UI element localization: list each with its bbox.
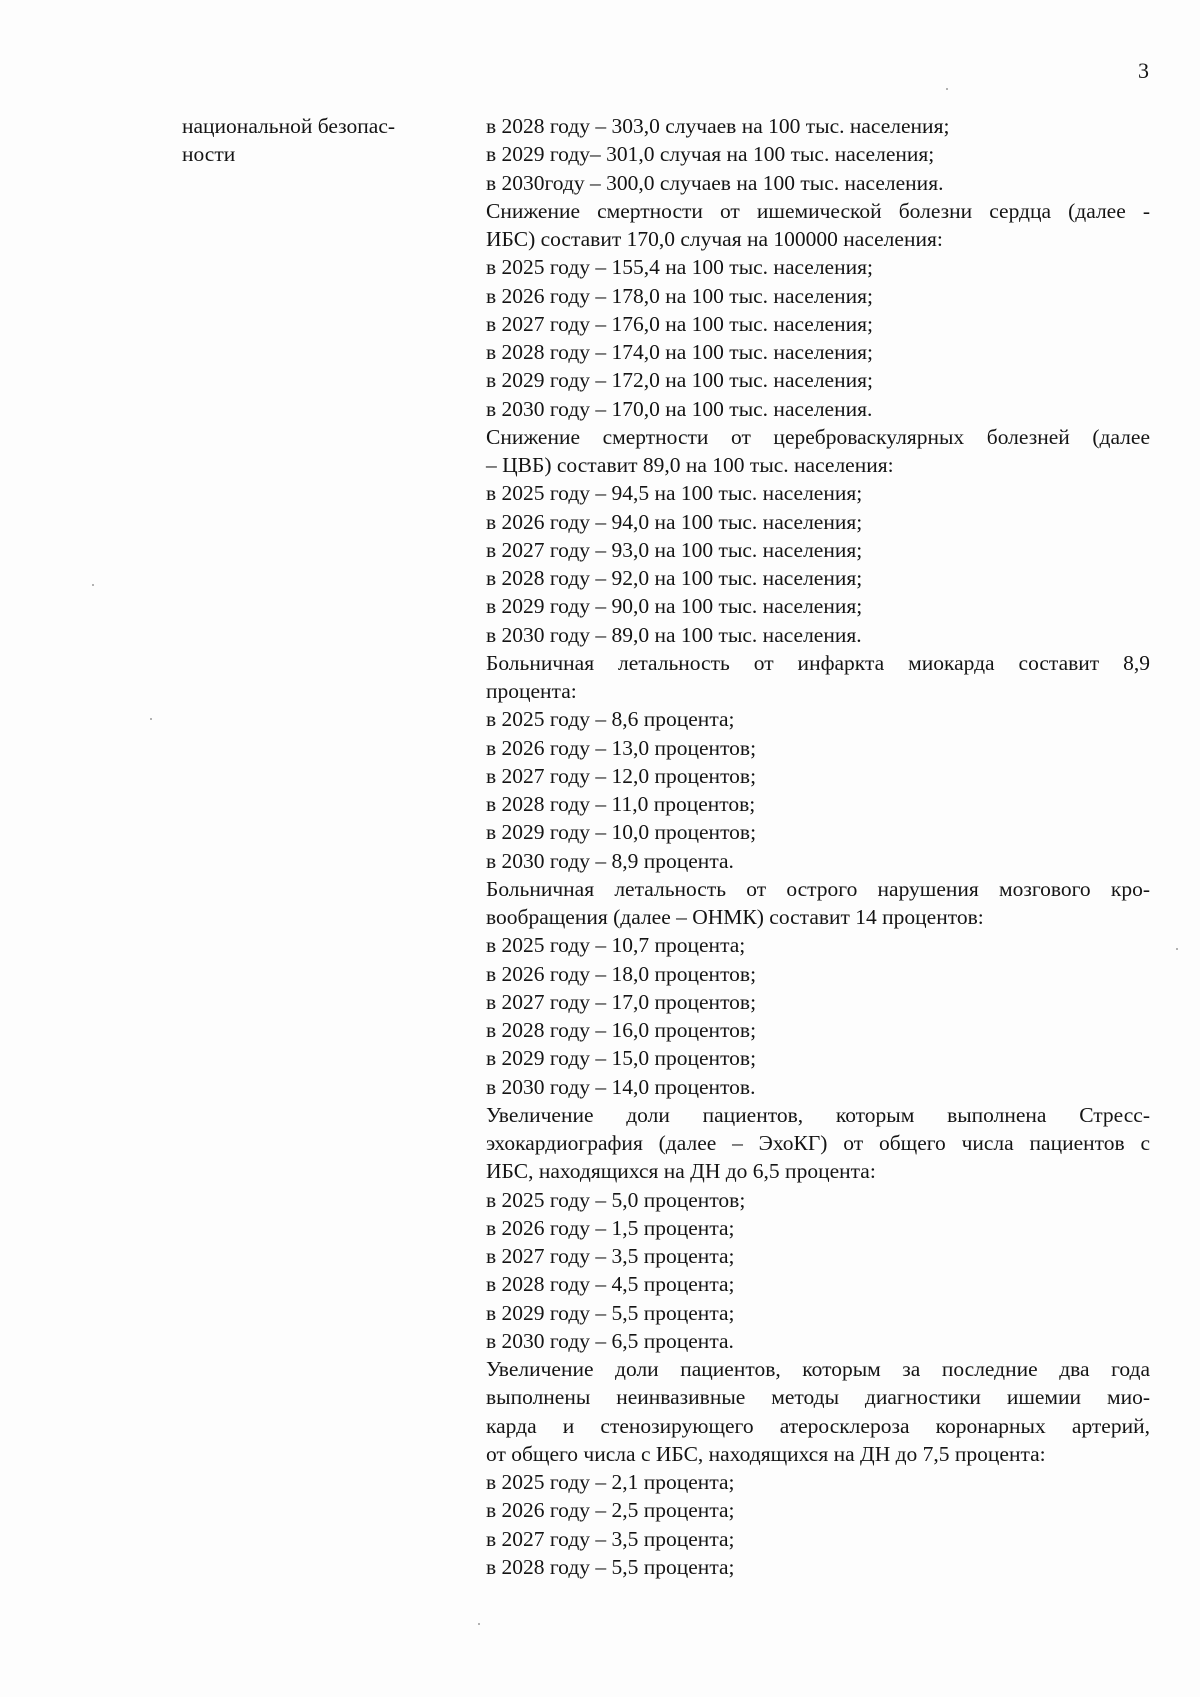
- text-line: в 2030 году – 170,0 на 100 тыс. населения.: [486, 396, 873, 421]
- text-line: в 2029 году – 15,0 процентов;: [486, 1046, 757, 1071]
- text-line: в 2028 году – 174,0 на 100 тыс. населения;: [486, 340, 873, 364]
- text-line: в 2029 году – 5,5 процента;: [486, 1300, 735, 1325]
- text-line: Снижение смертности от ишемической болезни сердца (далее -: [486, 198, 1150, 223]
- text-line: в 2028 году – 11,0 процентов;: [486, 792, 756, 816]
- text-line: – ЦВБ) составит 89,0 на 100 тыс. населения:: [486, 453, 894, 477]
- text-line: в 2027 году – 176,0 на 100 тыс. населения;: [486, 311, 873, 336]
- scan-speck: [150, 718, 152, 720]
- text-line: в 2026 году – 178,0 на 100 тыс. населения;: [486, 283, 873, 308]
- right-column-text: [486, 112, 1150, 1581]
- text-line: ИБС) составит 170,0 случая на 100000 населения:: [486, 227, 943, 251]
- text-line: в 2026 году – 13,0 процентов;: [486, 735, 757, 760]
- text-line: в 2025 году – 5,0 процентов;: [486, 1187, 746, 1212]
- text-line: в 2025 году – 2,1 процента;: [486, 1470, 735, 1494]
- text-line: в 2027 году – 3,5 процента;: [486, 1526, 735, 1551]
- scan-speck: [946, 88, 948, 90]
- text-line: в 2025 году – 155,4 на 100 тыс. населения;: [486, 255, 873, 280]
- text-line: от общего числа с ИБС, находящихся на ДН до 7,5 процента:: [486, 1441, 1046, 1466]
- text-line: в 2026 году – 94,0 на 100 тыс. населения;: [486, 509, 863, 534]
- page-number: 3: [1138, 58, 1149, 83]
- text-line: в 2028 году – 5,5 процента;: [486, 1554, 735, 1579]
- text-line: в 2030 году – 6,5 процента.: [486, 1328, 734, 1353]
- text-line: в 2029 году – 90,0 на 100 тыс. населения;: [486, 594, 863, 619]
- left-column-line: ности: [182, 142, 236, 166]
- text-line: в 2029 году – 10,0 процентов;: [486, 820, 757, 845]
- text-line: в 2025 году – 10,7 процента;: [486, 933, 746, 958]
- text-line: Больничная летальность от острого нарушения мозгового кро-: [486, 876, 1150, 901]
- scan-speck: [92, 584, 94, 586]
- text-line: в 2027 году – 12,0 процентов;: [486, 763, 757, 788]
- left-column-label: [182, 112, 442, 168]
- text-line: в 2030 году – 8,9 процента.: [486, 848, 734, 873]
- text-line: Увеличение доли пациентов, которым за последние два года: [486, 1357, 1150, 1381]
- text-line: вообращения (далее – ОНМК) составит 14 процентов:: [486, 905, 984, 929]
- text-line: процента:: [486, 679, 577, 703]
- text-line: в 2026 году – 18,0 процентов;: [486, 961, 757, 986]
- scan-speck: [478, 1623, 480, 1625]
- text-line: в 2027 году – 93,0 на 100 тыс. населения;: [486, 537, 863, 562]
- left-column-line: национальной безопас-: [182, 114, 396, 138]
- text-line: Больничная летальность от инфаркта миокарда составит 8,9: [486, 650, 1150, 675]
- text-line: в 2028 году – 92,0 на 100 тыс. населения;: [486, 566, 863, 590]
- text-line: в 2025 году – 94,5 на 100 тыс. населения;: [486, 481, 863, 506]
- text-line: Увеличение доли пациентов, которым выполнена Стресс-: [486, 1102, 1150, 1127]
- text-line: в 2030 году – 14,0 процентов.: [486, 1074, 756, 1099]
- text-line: в 2025 году – 8,6 процента;: [486, 707, 735, 732]
- text-line: в 2030году – 300,0 случаев на 100 тыс. населения.: [486, 170, 944, 195]
- text-line: Снижение смертности от цереброваскулярных болезней (далее: [486, 424, 1150, 449]
- text-line: выполнены неинвазивные методы диагностики ишемии мио-: [486, 1385, 1150, 1410]
- text-line: в 2029 году – 172,0 на 100 тыс. населения;: [486, 368, 873, 393]
- text-line: в 2026 году – 1,5 процента;: [486, 1215, 735, 1240]
- text-line: в 2028 году – 16,0 процентов;: [486, 1018, 757, 1042]
- text-line: в 2028 году – 4,5 процента;: [486, 1272, 735, 1297]
- text-line: эхокардиография (далее – ЭхоКГ) от общего числа пациентов с: [486, 1131, 1150, 1155]
- text-line: в 2029 году– 301,0 случая на 100 тыс. населения;: [486, 142, 935, 167]
- text-line: в 2027 году – 3,5 процента;: [486, 1244, 735, 1268]
- text-line: ИБС, находящихся на ДН до 6,5 процента:: [486, 1159, 876, 1184]
- text-line: в 2027 году – 17,0 процентов;: [486, 989, 757, 1014]
- text-line: в 2030 году – 89,0 на 100 тыс. населения.: [486, 622, 862, 647]
- text-line: карда и стенозирующего атеросклероза коронарных артерий,: [486, 1413, 1150, 1438]
- text-line: в 2026 году – 2,5 процента;: [486, 1498, 735, 1523]
- scan-speck: [1176, 948, 1178, 950]
- text-line: в 2028 году – 303,0 случаев на 100 тыс. населения;: [486, 114, 950, 138]
